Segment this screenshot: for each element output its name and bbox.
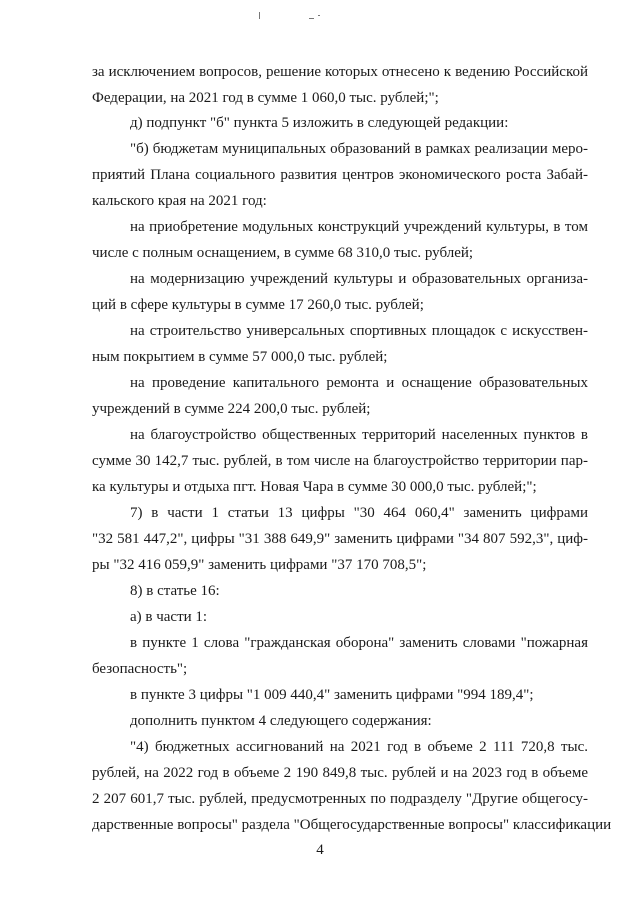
text-line: на благоустройство общественных территорий населенных пунктов в: [130, 427, 588, 443]
text-line: ры "32 416 059,9" заменить цифрами "37 170 708,5";: [92, 557, 427, 573]
text-line: дополнить пунктом 4 следующего содержания:: [130, 713, 432, 729]
text-line: кальского края на 2021 год:: [92, 193, 267, 209]
text-line: числе с полным оснащением, в сумме 68 310,0 тыс. рублей;: [92, 245, 474, 261]
text-line: 7) в части 1 статьи 13 цифры "30 464 060,4" заменить цифрами: [130, 505, 588, 521]
scan-speck: [259, 12, 260, 19]
text-line: в пункте 1 слова "гражданская оборона" заменить словами "пожарная: [130, 635, 588, 651]
text-line: а) в части 1:: [130, 609, 208, 625]
text-line: Федерации, на 2021 год в сумме 1 060,0 тыс. рублей;";: [92, 90, 439, 106]
text-line: на строительство универсальных спортивных площадок с искусствен-: [130, 323, 588, 339]
scan-speck: [318, 15, 320, 16]
text-line: дарственные вопросы" раздела "Общегосударственные вопросы" классификации: [92, 817, 612, 833]
text-line: на проведение капитального ремонта и оснащение образовательных: [130, 375, 588, 391]
text-line: на приобретение модульных конструкций учреждений культуры, в том: [130, 219, 588, 235]
page-number: 4: [316, 842, 324, 858]
text-line: учреждений в сумме 224 200,0 тыс. рублей;: [92, 401, 371, 417]
text-line: "32 581 447,2", цифры "31 388 649,9" заменить цифрами "34 807 592,3", циф-: [92, 531, 588, 547]
text-line: рублей, на 2022 год в объеме 2 190 849,8 тыс. рублей и на 2023 год в объеме: [92, 765, 588, 781]
text-line: безопасность";: [92, 661, 188, 677]
scan-speck: [309, 18, 314, 19]
text-line: "4) бюджетных ассигнований на 2021 год в объеме 2 111 720,8 тыс.: [130, 739, 588, 755]
text-line: 2 207 601,7 тыс. рублей, предусмотренных по подразделу "Другие общегосу-: [92, 791, 588, 807]
text-line: ций в сфере культуры в сумме 17 260,0 тыс. рублей;: [92, 297, 424, 313]
text-line: приятий Плана социального развития центров экономического роста Забай-: [92, 167, 588, 183]
text-line: ным покрытием в сумме 57 000,0 тыс. рублей;: [92, 349, 388, 365]
text-line: ка культуры и отдыха пгт. Новая Чара в сумме 30 000,0 тыс. рублей;";: [92, 479, 537, 495]
text-line: за исключением вопросов, решение которых отнесено к ведению Российской: [92, 64, 588, 80]
text-line: сумме 30 142,7 тыс. рублей, в том числе на благоустройство территории пар-: [92, 453, 588, 469]
text-line: д) подпункт "б" пункта 5 изложить в следующей редакции:: [130, 115, 509, 131]
text-line: в пункте 3 цифры "1 009 440,4" заменить цифрами "994 189,4";: [130, 687, 534, 703]
text-line: 8) в статье 16:: [130, 583, 220, 599]
text-line: на модернизацию учреждений культуры и образовательных организа-: [130, 271, 588, 287]
text-line: "б) бюджетам муниципальных образований в рамках реализации меро-: [130, 141, 588, 157]
